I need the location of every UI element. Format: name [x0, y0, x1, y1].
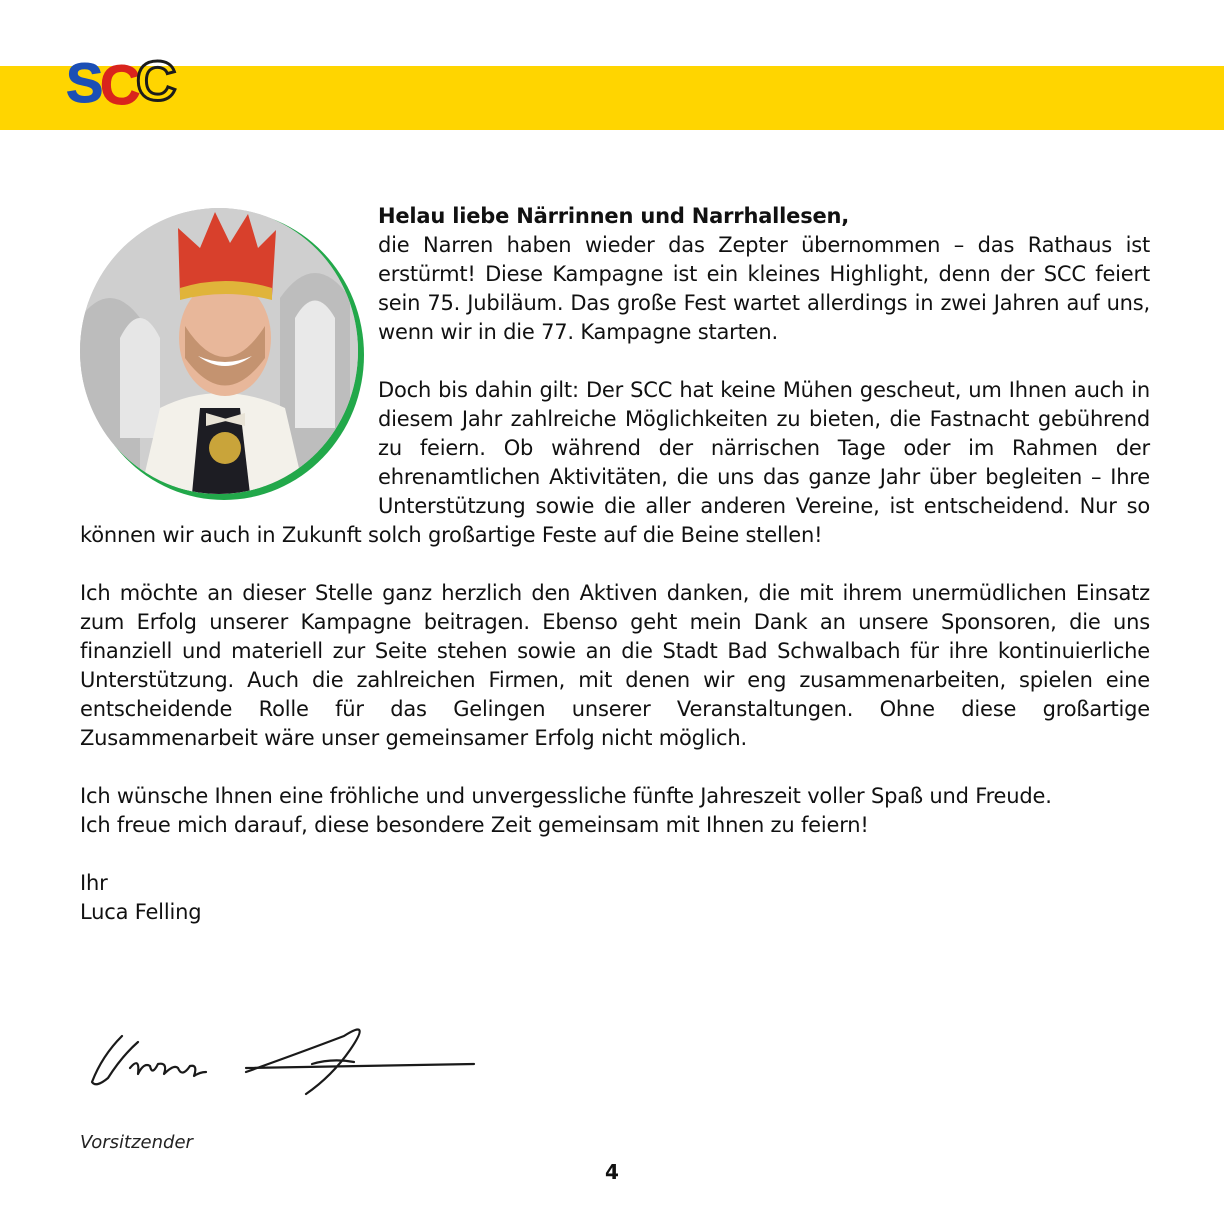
paragraph-1: die Narren haben wieder das Zepter übernommen – das Rathaus ist erstürmt! Diese Kampagne ist ein kleines Highlight, denn der SCC feiert sein 75. Jubiläum. Das große Fest wartet allerdings in zwei Jahren auf uns, wenn wir in die 77. Kampagne starten.: [378, 233, 1150, 344]
closing-line-2: Ich freue mich darauf, diese besondere Zeit gemeinsam mit Ihnen zu feiern!: [80, 813, 869, 837]
role-title: Vorsitzender: [80, 1132, 193, 1153]
signer-name: Luca Felling: [80, 900, 202, 924]
greeting: Helau liebe Närrinnen und Narrhallesen,: [378, 204, 850, 228]
scc-logo: [64, 52, 180, 118]
closing-line-1: Ich wünsche Ihnen eine fröhliche und unvergessliche fünfte Jahreszeit voller Spaß und Freude.: [80, 784, 1052, 808]
svg-text:S: S: [66, 52, 104, 114]
header-bar: [0, 66, 1224, 130]
page-number: 4: [605, 1160, 619, 1184]
handwritten-signature: [82, 1006, 482, 1106]
letter-body: [80, 202, 1150, 927]
svg-text:C: C: [136, 52, 177, 112]
svg-text:C: C: [100, 53, 141, 116]
paragraph-3: Ich möchte an dieser Stelle ganz herzlich den Aktiven danken, die mit ihrem unermüdlichen Einsatz zum Erfolg unserer Kampagne beitragen. Ebenso geht mein Dank an unsere Sponsoren, die uns finanziell und materiell zur Seite stehen sowie an die Stadt Bad Schwalbach für ihre kontinuierliche Unterstützung. Auch die zahlreichen Firmen, mit denen wir eng zusammenarbeiten, spielen eine entscheidende Rolle für das Gelingen unserer Veranstaltungen. Ohne diese großartige Zusammenarbeit wäre unser gemeinsamer Erfolg nicht möglich.: [80, 581, 1150, 750]
paragraph-2: Doch bis dahin gilt: Der SCC hat keine Mühen gescheut, um Ihnen auch in diesem Jahr zahlreiche Möglichkeiten zu bieten, die Fastnacht gebührend zu feiern. Ob während der närrischen Tage oder im Rahmen der ehrenamtlichen Aktivitäten, die uns das ganze Jahr über begleiten – Ihre Unterstützung sowie die aller anderen Vereine, ist entscheidend. Nur so können wir auch in Zukunft solch großartige Feste auf die Beine stellen!: [80, 378, 1150, 547]
signoff: Ihr: [80, 871, 108, 895]
